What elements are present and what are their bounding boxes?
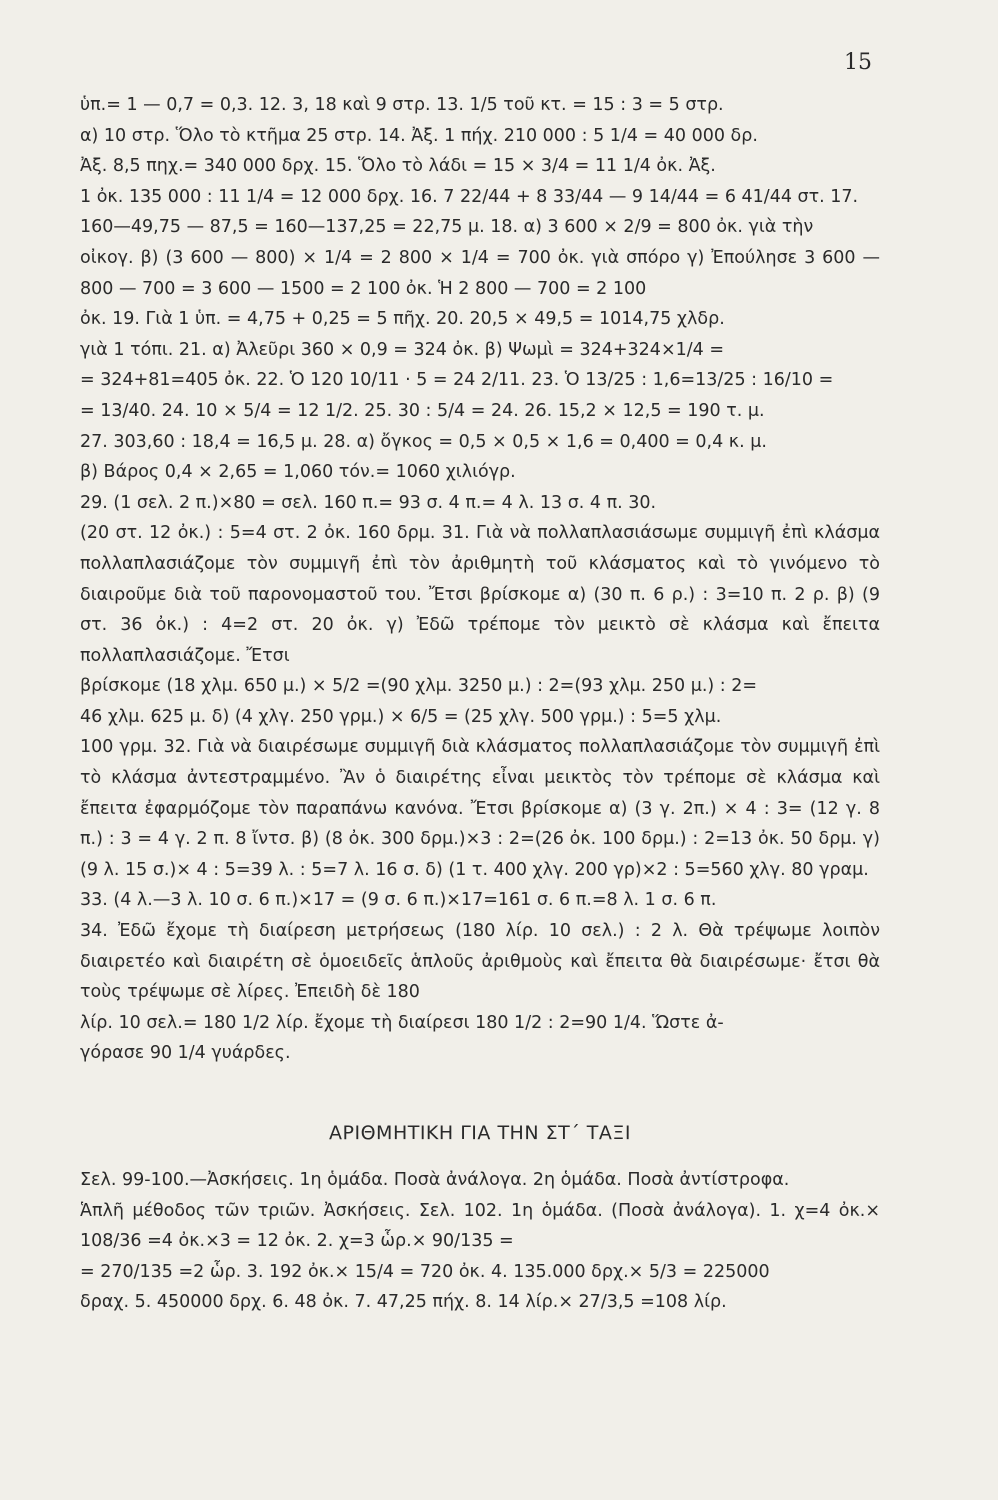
text-line: 100 γρμ. 32. Γιὰ νὰ διαιρέσωμε συμμιγῆ διὰ κλάσματος πολλαπλασιάζομε τὸν συμμιγῆ ἐπὶ τὸ κλάσμα ἀντεστραμμένο. Ἂν ὁ διαιρέτης εἶναι μεικτὸς τὸν τρέπομε σὲ κλάσμα καὶ ἔπειτα ἐφαρμόζομε τὸν παραπάνω κανόνα. Ἔτσι βρίσκομε α) (3 γ. 2π.) × 4 : 3= (12 γ. 8 π.) : 3 = 4 γ. 2 π. 8 ἴντσ. β) (8 ὀκ. 300 δρμ.)×3 : 2=(26 ὀκ. 100 δρμ.) : 2=13 ὀκ. 50 δρμ. γ) (9 λ. 15 σ.)× 4 : 5=39 λ. : 5=7 λ. 16 σ. δ) (1 τ. 400 χλγ. 200 γρ)×2 : 5=560 χλγ. 80 γραμ. xyxy=(80,737,880,880)
text-line: Ἁπλῆ μέθοδος τῶν τριῶν. Ἀσκήσεις. Σελ. 102. 1η ὁμάδα. (Ποσὰ ἀνάλογα). 1. χ=4 ὀκ.× 108/36 =4 ὀκ.×3 = 12 ὀκ. 2. χ=3 ὧρ.× 90/135 = xyxy=(80,1200,880,1251)
text-line: βρίσκομε (18 χλμ. 650 μ.) × 5/2 =(90 χλμ. 3250 μ.) : 2=(93 χλμ. 250 μ.) : 2= xyxy=(80,676,758,697)
text-line: ὀκ. 19. Γιὰ 1 ὑπ. = 4,75 + 0,25 = 5 πῆχ. 20. 20,5 × 49,5 = 1014,75 χλδρ. xyxy=(80,309,725,330)
text-line: γόρασε 90 1/4 γυάρδες. xyxy=(80,1043,291,1064)
text-line: α) 10 στρ. Ὅλο τὸ κτῆμα 25 στρ. 14. Ἀξ. 1 πήχ. 210 000 : 5 1/4 = 40 000 δρ. xyxy=(80,125,758,146)
text-line: 160—49,75 — 87,5 = 160—137,25 = 22,75 μ. 18. α) 3 600 × 2/9 = 800 ὀκ. γιὰ τὴν xyxy=(80,217,814,238)
text-line: 1 ὀκ. 135 000 : 11 1/4 = 12 000 δρχ. 16. 7 22/44 + 8 33/44 — 9 14/44 = 6 41/44 στ. 17. xyxy=(80,186,859,207)
text-line: = 324+81=405 ὀκ. 22. Ὁ 120 10/11 · 5 = 24 2/11. 23. Ὁ 13/25 : 1,6=13/25 : 16/10 = xyxy=(80,370,834,391)
text-line: (20 στ. 12 ὀκ.) : 5=4 στ. 2 ὀκ. 160 δρμ. 31. Γιὰ νὰ πολλαπλασιάσωμε συμμιγῆ ἐπὶ κλάσμα πολλαπλασιάζομε τὸν συμμιγῆ ἐπὶ τὸν ἀριθμητὴ τοῦ κλάσματος καὶ τὸ γινόμενο τὸ διαιροῦμε διὰ τοῦ παρονομαστοῦ του. Ἔτσι βρίσκομε α) (30 π. 6 ρ.) : 3=10 π. 2 ρ. β) (9 στ. 36 ὀκ.) : 4=2 στ. 20 ὀκ. γ) Ἐδῶ τρέπομε τὸν μεικτὸ σὲ κλάσμα καὶ ἔπειτα πολλαπλασιάζομε. Ἔτσι xyxy=(80,523,880,666)
text-line: 46 χλμ. 625 μ. δ) (4 χλγ. 250 γρμ.) × 6/5 = (25 χλγ. 500 γρμ.) : 5=5 χλμ. xyxy=(80,706,722,727)
text-line: ὑπ.= 1 — 0,7 = 0,3. 12. 3, 18 καὶ 9 στρ. 13. 1/5 τοῦ κτ. = 15 : 3 = 5 στρ. xyxy=(80,95,724,115)
text-line: 29. (1 σελ. 2 π.)×80 = σελ. 160 π.= 93 σ. 4 π.= 4 λ. 13 σ. 4 π. 30. xyxy=(80,492,657,513)
section-heading: ΑΡΙΘΜΗΤΙΚΗ ΓΙΑ ΤΗΝ ΣΤ΄ ΤΑΞΙ xyxy=(329,1122,631,1144)
text-line: Σελ. 99-100.—Ἀσκήσεις. 1η ὁμάδα. Ποσὰ ἀνάλογα. 2η ὁμάδα. Ποσὰ ἀντίστροφα. xyxy=(80,1170,790,1190)
text-line: 27. 303,60 : 18,4 = 16,5 μ. 28. α) ὄγκος = 0,5 × 0,5 × 1,6 = 0,400 = 0,4 κ. μ. xyxy=(80,431,767,452)
text-line: λίρ. 10 σελ.= 180 1/2 λίρ. ἔχομε τὴ διαίρεσι 180 1/2 : 2=90 1/4. Ὥστε ἀ- xyxy=(80,1012,724,1033)
text-line: δραχ. 5. 450000 δρχ. 6. 48 ὀκ. 7. 47,25 πήχ. 8. 14 λίρ.× 27/3,5 =108 λίρ. xyxy=(80,1292,727,1312)
answers-section-2 xyxy=(80,1165,880,1318)
page-number: 15 xyxy=(844,50,872,75)
text-line: = 270/135 =2 ὧρ. 3. 192 ὀκ.× 15/4 = 720 ὀκ. 4. 135.000 δρχ.× 5/3 = 225000 xyxy=(80,1261,770,1282)
answers-section-1 xyxy=(80,90,880,1069)
text-line: 33. (4 λ.—3 λ. 10 σ. 6 π.)×17 = (9 σ. 6 π.)×17=161 σ. 6 π.=8 λ. 1 σ. 6 π. xyxy=(80,890,717,911)
text-line: οἰκογ. β) (3 600 — 800) × 1/4 = 2 800 × 1/4 = 700 ὀκ. γιὰ σπόρο γ) Ἐπούλησε 3 600 — 800 — 700 = 3 600 — 1500 = 2 100 ὀκ. Ἡ 2 800 — 700 = 2 100 xyxy=(80,247,880,299)
text-line: β) Βάρος 0,4 × 2,65 = 1,060 τόν.= 1060 χιλιόγρ. xyxy=(80,462,516,483)
text-line: Ἀξ. 8,5 πηχ.= 340 000 δρχ. 15. Ὅλο τὸ λάδι = 15 × 3/4 = 11 1/4 ὀκ. Ἀξ. xyxy=(80,156,716,177)
text-line: 34. Ἐδῶ ἔχομε τὴ διαίρεση μετρήσεως (180 λίρ. 10 σελ.) : 2 λ. Θὰ τρέψωμε λοιπὸν διαιρετέο καὶ διαιρέτη σὲ ὁμοειδεῖς ἁπλοῦς ἀριθμοὺς καὶ ἔπειτα θὰ διαιρέσωμε· ἔτσι θὰ τοὺς τρέψωμε σὲ λίρες. Ἐπειδὴ δὲ 180 xyxy=(80,921,880,1003)
text-line: = 13/40. 24. 10 × 5/4 = 12 1/2. 25. 30 : 5/4 = 24. 26. 15,2 × 12,5 = 190 τ. μ. xyxy=(80,400,765,421)
text-line: γιὰ 1 τόπι. 21. α) Ἀλεῦρι 360 × 0,9 = 324 ὀκ. β) Ψωμὶ = 324+324×1/4 = xyxy=(80,339,724,360)
